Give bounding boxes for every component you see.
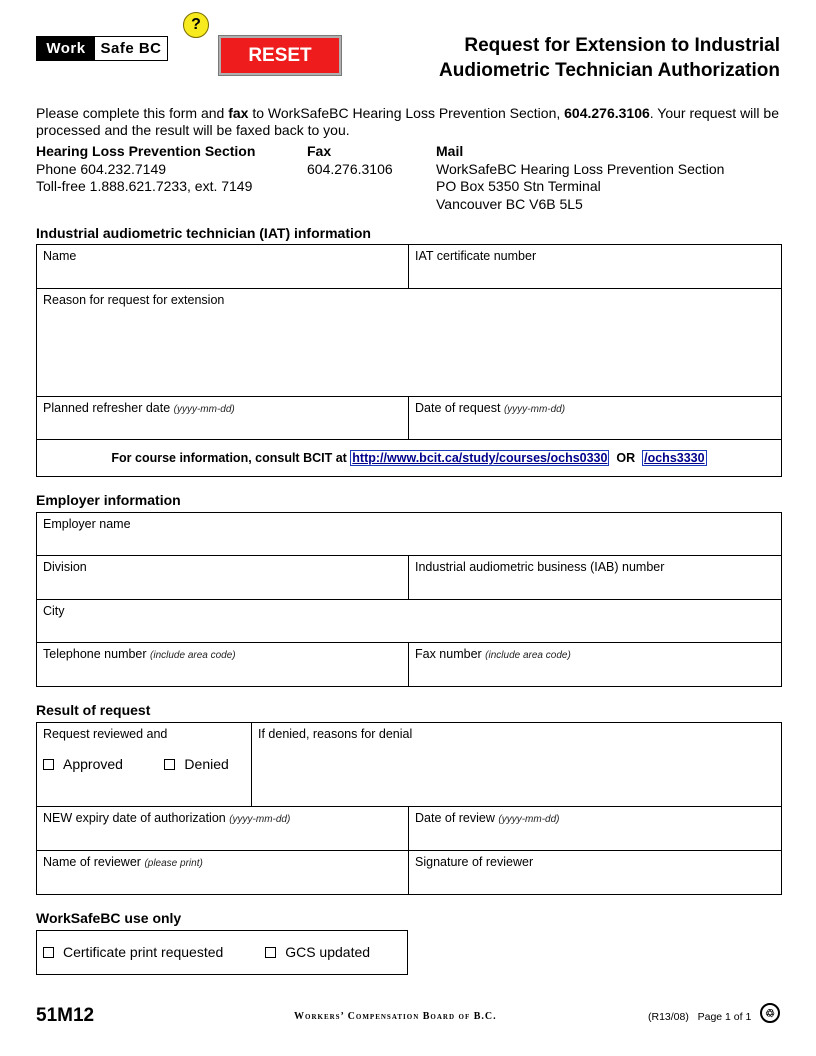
- employer-fax-hint: (include area code): [485, 650, 571, 661]
- intro-part-3: . Your request will be processed and the result will be faxed back to you.: [36, 105, 779, 138]
- iat-refresher-label: Planned refresher date: [43, 401, 174, 415]
- employer-table: [36, 512, 782, 687]
- employer-city-field[interactable]: [37, 600, 781, 642]
- help-icon[interactable]: ?: [183, 12, 209, 38]
- review-date-hint: (yyyy-mm-dd): [498, 814, 560, 825]
- employer-phone-hint: (include area code): [150, 650, 236, 661]
- cert-print-label: Certificate print requested: [63, 944, 224, 960]
- employer-section-heading: Employer information: [36, 492, 181, 508]
- iat-request-date-label: Date of request: [415, 401, 504, 415]
- result-section-heading: Result of request: [36, 702, 151, 718]
- employer-row-3: [37, 600, 781, 643]
- contact-mail-heading: Mail: [436, 143, 464, 159]
- office-use-box: [36, 930, 408, 975]
- expiry-date-label: NEW expiry date of authorization: [43, 811, 230, 825]
- iat-table: [36, 244, 782, 477]
- contact-phone: Phone 604.232.7149: [36, 160, 167, 177]
- denied-label: Denied: [184, 756, 229, 772]
- approved-label: Approved: [63, 756, 123, 772]
- iat-section-heading: Industrial audiometric technician (IAT) information: [36, 225, 371, 241]
- iat-name-label: Name: [43, 249, 77, 263]
- cert-print-checkbox[interactable]: [43, 947, 54, 958]
- contact-section-heading: Hearing Loss Prevention Section: [36, 143, 256, 159]
- result-table: [36, 722, 782, 895]
- iat-refresher-field[interactable]: [37, 397, 409, 439]
- denial-reasons-field[interactable]: [252, 723, 781, 806]
- review-date-label: Date of review: [415, 811, 499, 825]
- reviewer-name-field[interactable]: [37, 851, 409, 894]
- contact-fax-heading: Fax: [307, 143, 332, 159]
- employer-iab-field[interactable]: [409, 556, 781, 599]
- result-row-3: [37, 851, 781, 894]
- employer-fax-label: Fax number: [415, 647, 486, 661]
- revision-page: (R13/08) Page 1 of 1: [648, 1011, 752, 1023]
- reset-button[interactable]: RESET: [219, 36, 341, 75]
- result-row-2: [37, 807, 781, 851]
- iat-reason-field[interactable]: [37, 289, 781, 396]
- employer-phone-field[interactable]: [37, 643, 409, 686]
- form-title: [439, 33, 780, 83]
- bcit-course-link-0330[interactable]: http://www.bcit.ca/study/courses/ochs0330: [352, 451, 608, 465]
- bcit-course-link-3330[interactable]: /ochs3330: [644, 451, 705, 465]
- title-line-1: Request for Extension to Industrial: [464, 35, 780, 56]
- reviewer-name-label: Name of reviewer: [43, 855, 145, 869]
- expiry-date-field[interactable]: [37, 807, 409, 850]
- contact-fax-block: [307, 143, 393, 178]
- employer-division-label: Division: [43, 560, 87, 574]
- iat-course-info: [111, 451, 706, 465]
- result-reviewed-label: Request reviewed and: [43, 727, 168, 741]
- gcs-label: GCS updated: [285, 944, 371, 960]
- iat-row-3: [37, 397, 781, 440]
- expiry-date-hint: (yyyy-mm-dd): [229, 814, 291, 825]
- cert-print-option[interactable]: [43, 944, 223, 960]
- iat-reason-label: Reason for request for extension: [43, 293, 225, 307]
- iat-row-2: [37, 289, 781, 397]
- iat-cert-label: IAT certificate number: [415, 249, 537, 263]
- recycle-icon: ♲: [760, 1003, 780, 1023]
- iat-request-date-hint: (yyyy-mm-dd): [503, 404, 566, 415]
- reviewer-name-hint: (please print): [144, 858, 203, 869]
- employer-division-field[interactable]: [37, 556, 409, 599]
- employer-phone-label: Telephone number: [43, 647, 151, 661]
- employer-row-4: [37, 643, 781, 686]
- iat-cert-field[interactable]: [409, 245, 781, 288]
- contact-fax: 604.276.3106: [307, 160, 393, 177]
- contact-mail-line-1: WorkSafeBC Hearing Loss Prevention Section: [436, 160, 725, 177]
- intro-fax-word: fax: [228, 105, 249, 121]
- logo-work: Work: [37, 37, 95, 60]
- form-code: 51M12: [36, 1005, 95, 1026]
- denial-reasons-label: If denied, reasons for denial: [258, 727, 413, 741]
- review-date-field[interactable]: [409, 807, 781, 850]
- employer-city-label: City: [43, 604, 65, 618]
- iat-course-text: For course information, consult BCIT at: [111, 451, 351, 465]
- intro-fax-number: 604.276.3106: [564, 105, 650, 121]
- result-checkboxes: [43, 756, 245, 772]
- iat-request-date-field[interactable]: [409, 397, 781, 439]
- reviewer-signature-field[interactable]: [409, 851, 781, 894]
- approved-option[interactable]: [43, 758, 123, 772]
- contact-phone-block: [36, 143, 255, 196]
- iat-refresher-hint: (yyyy-mm-dd): [173, 404, 235, 415]
- employer-iab-label: Industrial audiometric business (IAB) number: [415, 560, 665, 574]
- intro-part-2: to WorkSafeBC Hearing Loss Prevention Section,: [248, 105, 565, 121]
- intro-paragraph: [36, 105, 781, 139]
- result-row-1: [37, 723, 781, 807]
- employer-fax-field[interactable]: [409, 643, 781, 686]
- board-name: Workers’ Compensation Board of B.C.: [294, 1011, 497, 1022]
- gcs-option[interactable]: [265, 944, 370, 960]
- worksafebc-logo: [36, 36, 168, 61]
- employer-row-2: [37, 556, 781, 600]
- contact-mail-line-3: Vancouver BC V6B 5L5: [436, 195, 583, 212]
- denied-option[interactable]: [164, 758, 228, 772]
- iat-course-or: OR: [609, 451, 643, 465]
- contact-mail-line-2: PO Box 5350 Stn Terminal: [436, 178, 601, 194]
- iat-course-row: [37, 440, 781, 476]
- iat-name-field[interactable]: [37, 245, 409, 288]
- reviewer-signature-label: Signature of reviewer: [415, 855, 534, 869]
- logo-safebc: Safe BC: [100, 40, 162, 57]
- contact-tollfree: Toll-free 1.888.621.7233, ext. 7149: [36, 178, 253, 194]
- employer-row-1: [37, 513, 781, 556]
- iat-row-1: [37, 245, 781, 289]
- office-section-heading: WorkSafeBC use only: [36, 910, 182, 926]
- result-decision-cell: [37, 723, 252, 806]
- denied-checkbox[interactable]: [164, 759, 175, 770]
- intro-part-1: Please complete this form and: [36, 105, 229, 121]
- employer-name-field[interactable]: [37, 513, 781, 555]
- contact-mail-block: [436, 143, 724, 213]
- employer-name-label: Employer name: [43, 517, 131, 531]
- title-line-2: Audiometric Technician Authorization: [439, 60, 780, 81]
- approved-checkbox[interactable]: [43, 759, 54, 770]
- gcs-checkbox[interactable]: [265, 947, 276, 958]
